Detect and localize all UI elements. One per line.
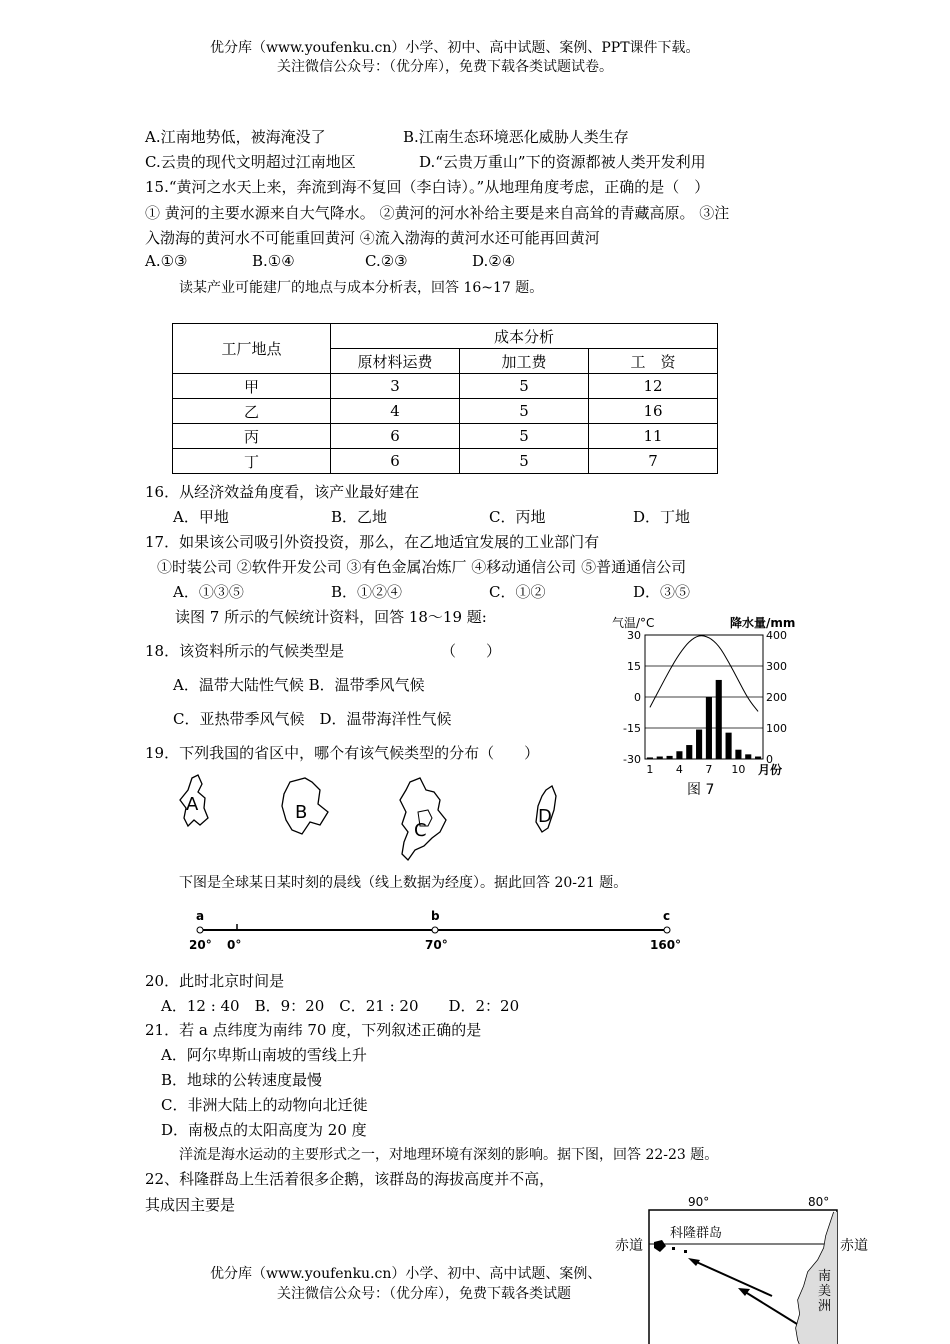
temp-line [650, 636, 758, 712]
table-cell: 12 [589, 374, 718, 399]
q20-options: A．12 : 40 B．9：20 C．21 : 20 D．2：20 [161, 997, 520, 1015]
q15-option-d: D.②④ [472, 252, 516, 270]
point-b-label: b [431, 909, 440, 923]
table-cell-site: 甲 [173, 374, 331, 399]
temp-axis-label: 气温/°C [612, 616, 655, 630]
q15-option-a: A.①③ [145, 252, 188, 270]
footer-line-2: 关注微信公众号：（优分库），免费下载各类试题 [277, 1286, 571, 1302]
q16-option-c: C．丙地 [489, 508, 546, 526]
province-b[interactable] [282, 778, 328, 834]
q21-stem: 21．若 a 点纬度为南纬 70 度，下列叙述正确的是 [145, 1021, 482, 1039]
table-cell: 6 [331, 449, 460, 474]
islands-marker [672, 1247, 675, 1250]
q14-option-c: C.云贵的现代文明超过江南地区 [145, 153, 356, 171]
table-row [173, 374, 718, 399]
table-cell: 5 [460, 399, 589, 424]
q14-option-b: B.江南生态环境恶化威胁人类生存 [403, 128, 629, 146]
lon-top-left-label: 90° [688, 1195, 710, 1209]
q17-option-a: A．①③⑤ [173, 583, 244, 601]
precip-bar [745, 754, 751, 759]
current-arrow [692, 1260, 772, 1296]
q14-option-a: A.江南地势低，被海淹没了 [145, 128, 326, 146]
intro-18-19: 读图 7 所示的气候统计资料，回答 18～19 题: [175, 608, 487, 626]
month-label: 月份 [758, 763, 783, 777]
continent-label: 南 [818, 1269, 832, 1284]
header-line-1: 优分库（www.youfenku.cn）小学、初中、高中试题、案例、PPT课件下载。 [210, 40, 700, 56]
table-cell: 5 [460, 449, 589, 474]
province-c-outline [400, 778, 446, 860]
precip-bar [716, 680, 722, 759]
temp-tick-label: 30 [627, 629, 641, 642]
q22-stem: 22、科隆群岛上生活着很多企鹅，该群岛的海拔高度并不高， [145, 1170, 555, 1188]
table-cell: 3 [331, 374, 460, 399]
q18-options-ab: A．温带大陆性气候 B．温带季风气候 [173, 676, 425, 694]
table-col-header: 工 资 [589, 349, 718, 374]
q17-items: ①时装公司 ②软件开发公司 ③有色金属冶炼厂 ④移动通信公司 ⑤普通通信公司 [157, 558, 687, 576]
q18-options-cd: C．亚热带季风气候 D．温带海洋性气候 [173, 710, 452, 728]
month-ticks [646, 763, 745, 776]
province-d[interactable] [536, 786, 556, 832]
gridlines [645, 666, 763, 728]
lon-label: 20° [189, 938, 212, 952]
current-arrow-head [688, 1258, 700, 1266]
q18-paren: （ ） [441, 642, 502, 660]
footer-line-1: 优分库（www.youfenku.cn）小学、初中、高中试题、案例、 [210, 1266, 602, 1282]
continent-label: 美 [818, 1284, 832, 1299]
precip-bar [667, 756, 673, 759]
table-row [173, 449, 718, 474]
q16-option-d: D．丁地 [633, 508, 691, 526]
precip-bar [755, 757, 761, 759]
precip-axis-label: 降水量/mm [730, 616, 796, 630]
lon-label: 0° [227, 938, 242, 952]
point-c-label: c [663, 909, 671, 923]
q17-option-c: C．①② [489, 583, 546, 601]
q15-line-2: ① 黄河的主要水源来自大气降水。 ②黄河的河水补给主要是来自高耸的青藏高原。 ③注 [145, 204, 730, 222]
point-a-marker [197, 927, 203, 933]
table-cell-site: 丁 [173, 449, 331, 474]
temp-tick-label: -30 [623, 753, 641, 766]
terminator-diagram [185, 905, 695, 955]
province-shapes [170, 770, 570, 870]
temp-ticks [623, 629, 641, 766]
q15-line-3: 入渤海的黄河水不可能重回黄河 ④流入渤海的黄河水还可能再回黄河 [145, 229, 600, 247]
q17-option-b: B．①②④ [331, 583, 403, 601]
lon-label: 160° [650, 938, 682, 952]
precip-tick-label: 200 [766, 691, 787, 704]
equator-label-left: 赤道 [615, 1238, 643, 1254]
province-d-label: D [538, 806, 552, 827]
ocean-current-map [612, 1190, 874, 1344]
table-row [173, 399, 718, 424]
q19-stem: 19．下列我国的省区中，哪个有该气候类型的分布（ ） [145, 744, 540, 762]
month-tick-label: 4 [675, 763, 683, 776]
q14-option-d: D.“云贵万重山”下的资源都被人类开发利用 [419, 153, 706, 171]
precip-bar [706, 697, 712, 759]
month-tick-label: 10 [731, 763, 746, 776]
q18-stem: 18．该资料所示的气候类型是 [145, 642, 345, 660]
q16-option-a: A．甲地 [173, 508, 229, 526]
table-header-group: 成本分析 [331, 324, 718, 349]
table-row [173, 424, 718, 449]
islands-marker [654, 1240, 666, 1252]
chart-caption: 图 7 [687, 782, 715, 798]
intro-22-23: 洋流是海水运动的主要形式之一，对地理环境有深刻的影响。据下图，回答 22-23 题。 [179, 1147, 719, 1163]
precip-bar [647, 757, 653, 759]
precip-tick-label: 100 [766, 722, 787, 735]
q16-option-b: B．乙地 [331, 508, 388, 526]
province-a-label: A [186, 794, 199, 815]
province-a[interactable] [180, 775, 208, 826]
q21-option-a: A．阿尔卑斯山南坡的雪线上升 [161, 1046, 367, 1064]
q16-stem: 16．从经济效益角度看，该产业最好建在 [145, 483, 420, 501]
month-tick-label: 7 [705, 763, 713, 776]
precip-bar [657, 757, 663, 759]
continent-label: 洲 [818, 1299, 832, 1314]
month-tick-label: 1 [646, 763, 654, 776]
temp-tick-label: -15 [623, 722, 641, 735]
lon-top-right-label: 80° [808, 1195, 830, 1209]
point-b-marker [432, 927, 438, 933]
cost-analysis-table [172, 323, 718, 474]
temp-tick-label: 0 [634, 691, 641, 704]
table-col-header: 原材料运费 [331, 349, 460, 374]
islands-marker [684, 1250, 687, 1253]
table-col-header: 加工费 [460, 349, 589, 374]
point-a-label: a [196, 909, 205, 923]
lon-label: 70° [425, 938, 448, 952]
equator-label-right: 赤道 [840, 1238, 868, 1254]
climate-chart [608, 612, 808, 802]
table-cell: 5 [460, 424, 589, 449]
q21-option-d: D．南极点的太阳高度为 20 度 [161, 1121, 367, 1139]
precip-bar [735, 750, 741, 759]
table-cell: 6 [331, 424, 460, 449]
point-c-marker [664, 927, 670, 933]
q15-stem: 15.“黄河之水天上来，奔流到海不复回（李白诗）。”从地理角度考虑，正确的是（ ） [145, 178, 710, 196]
precip-bar [726, 733, 732, 759]
q15-option-b: B.①④ [252, 252, 295, 270]
intro-20-21: 下图是全球某日某时刻的晨线（线上数据为经度）。据此回答 20-21 题。 [179, 875, 628, 891]
table-header-site: 工厂地点 [173, 324, 331, 374]
q17-stem: 17．如果该公司吸引外资投资，那么，在乙地适宜发展的工业部门有 [145, 533, 600, 551]
table-cell: 16 [589, 399, 718, 424]
precip-tick-label: 0 [766, 753, 773, 766]
intro-16-17: 读某产业可能建厂的地点与成本分析表，回答 16~17 题。 [179, 280, 544, 296]
q20-stem: 20．此时北京时间是 [145, 972, 285, 990]
province-c[interactable] [400, 778, 446, 860]
q22-stem-2: 其成因主要是 [145, 1196, 236, 1214]
table-cell: 5 [460, 374, 589, 399]
precip-tick-label: 300 [766, 660, 787, 673]
table-cell-site: 乙 [173, 399, 331, 424]
table-cell-site: 丙 [173, 424, 331, 449]
province-b-label: B [295, 802, 308, 823]
q17-option-d: D．③⑤ [633, 583, 691, 601]
q21-option-c: C．非洲大陆上的动物向北迁徙 [161, 1096, 368, 1114]
islands-label: 科隆群岛 [670, 1226, 723, 1241]
temp-tick-label: 15 [627, 660, 641, 673]
precip-ticks [766, 629, 787, 766]
precip-bar [676, 751, 682, 759]
precip-bar [696, 730, 702, 759]
table-cell: 7 [589, 449, 718, 474]
table-cell: 4 [331, 399, 460, 424]
table-cell: 11 [589, 424, 718, 449]
precip-bar [686, 745, 692, 759]
q15-option-c: C.②③ [365, 252, 408, 270]
precip-tick-label: 400 [766, 629, 787, 642]
q21-option-b: B．地球的公转速度最慢 [161, 1071, 323, 1089]
province-c-label: C [414, 820, 427, 841]
header-line-2: 关注微信公众号：（优分库），免费下载各类试题试卷。 [277, 59, 613, 75]
